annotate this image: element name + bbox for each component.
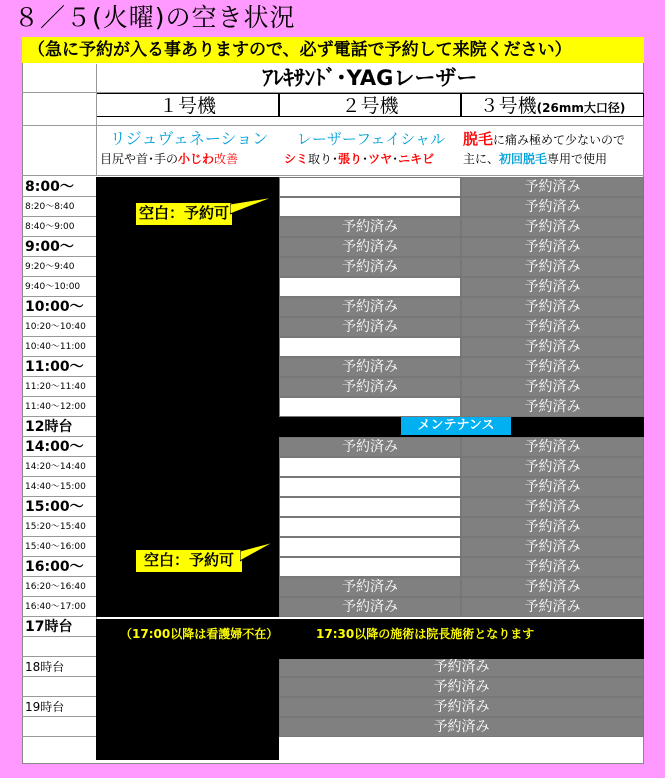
col3-slot: 予約済み (461, 357, 644, 377)
col3-slot: 予約済み (461, 597, 644, 617)
col3-slot: 予約済み (461, 377, 644, 397)
time-slot-label: 14:00～ (22, 437, 96, 457)
col2-slot (279, 177, 461, 197)
col3-desc1a: 脱毛 (463, 130, 494, 148)
time-slot-label: 15:40～16:00 (22, 537, 96, 557)
col2-slot (279, 397, 461, 417)
col3-slot: 予約済み (461, 577, 644, 597)
col3-slot: 予約済み (461, 517, 644, 537)
bubble-tail-2 (240, 541, 276, 563)
availability-bubble-1: 空白：予約可 (134, 201, 234, 227)
evening-col1-block (96, 659, 279, 760)
evening-slot: 予約済み (279, 697, 644, 717)
col2-slot: 予約済み (279, 217, 461, 237)
time-slot-label: 15:00～ (22, 497, 96, 517)
col3-slot: 予約済み (461, 257, 644, 277)
col2-desc2 (284, 150, 462, 168)
col3-desc2 (463, 150, 643, 168)
col3-desc1 (463, 130, 643, 149)
col2-slot: 予約済み (279, 377, 461, 397)
col3-desc2c: 専用で使用 (547, 152, 608, 166)
time-slot-label: 9:20～9:40 (22, 257, 96, 277)
time-slot-label: 11:00～ (22, 357, 96, 377)
time-slot-label: 16:20～16:40 (22, 577, 96, 597)
col3-slot: 予約済み (461, 477, 644, 497)
col2-desc2f: ･ (392, 152, 399, 166)
col2-slot: 予約済み (279, 577, 461, 597)
col2-slot (279, 497, 461, 517)
lunch-block (96, 417, 644, 437)
col2-slot: 予約済み (279, 597, 461, 617)
col3-slot: 予約済み (461, 197, 644, 217)
col2-slot (279, 457, 461, 477)
header-divider-3 (22, 175, 644, 176)
time-slot-label: 9:40～10:00 (22, 277, 96, 297)
note-director: 17:30以降の施術は院長施術となります (316, 627, 535, 641)
col2-desc2d: ･ (362, 152, 369, 166)
column-header-2: ２号機 (279, 93, 461, 117)
col3-slot: 予約済み (461, 537, 644, 557)
col3-slot: 予約済み (461, 277, 644, 297)
time-slot-label: 14:40～15:00 (22, 477, 96, 497)
col3-desc2a: 主に、 (463, 152, 500, 166)
col2-slot (279, 557, 461, 577)
header-divider (22, 92, 644, 93)
time-slot-label: 10:00～ (22, 297, 96, 317)
col3-slot: 予約済み (461, 457, 644, 477)
notice-banner: （急に予約が入る事ありますので、必ず電話で予約して来院ください） (22, 37, 644, 63)
col2-slot (279, 337, 461, 357)
evening-slot: 予約済み (279, 717, 644, 737)
col2-desc2g: ニキビ (398, 152, 435, 166)
time-slot-label: 8:40～9:00 (22, 217, 96, 237)
col2-slot (279, 517, 461, 537)
page-title: ８／５(火曜)の空き状況 (14, 3, 296, 32)
time-slot-label: 8:20～8:40 (22, 197, 96, 217)
col1-desc2a: 目尻や首･手の (100, 152, 179, 166)
time-slot-label (22, 677, 96, 697)
col2-slot: 予約済み (279, 237, 461, 257)
time-slot-label: 12時台 (22, 417, 96, 437)
column-header-3 (461, 93, 644, 117)
col3-slot: 予約済み (461, 557, 644, 577)
time-slot-label (22, 637, 96, 657)
time-slot-label: 10:20～10:40 (22, 317, 96, 337)
column-header-3-name: ３号機 (479, 95, 537, 117)
machine-title: ｱﾚｷｻﾝﾄﾞ･YAGレーザー (262, 66, 478, 90)
col3-desc1b: に痛み極めて少ないので (493, 133, 626, 147)
col2-desc2b: 取り･ (308, 152, 339, 166)
header-divider-2 (22, 125, 644, 126)
col2-slot (279, 197, 461, 217)
col2-slot: 予約済み (279, 357, 461, 377)
col3-slot: 予約済み (461, 217, 644, 237)
col2-desc2e: ツヤ (368, 152, 393, 166)
time-slot-label: 18時台 (22, 657, 96, 677)
evening-slot: 予約済み (279, 657, 644, 677)
col3-slot: 予約済み (461, 497, 644, 517)
col3-slot: 予約済み (461, 177, 644, 197)
col1-desc2c: 改善 (214, 152, 239, 166)
col2-slot: 予約済み (279, 437, 461, 457)
time-slot-label (22, 717, 96, 737)
col3-slot: 予約済み (461, 297, 644, 317)
time-slot-label: 11:20～11:40 (22, 377, 96, 397)
col2-slot (279, 537, 461, 557)
time-slot-label: 16:40～17:00 (22, 597, 96, 617)
bubble-tail-1 (230, 196, 276, 216)
time-slot-label: 11:40～12:00 (22, 397, 96, 417)
col2-desc2a: シミ (284, 152, 309, 166)
col2-slot: 予約済み (279, 317, 461, 337)
col3-slot: 予約済み (461, 337, 644, 357)
time-slot-label: 8:00～ (22, 177, 96, 197)
col2-desc1: レーザーフェイシャル (296, 130, 446, 148)
col2-slot (279, 477, 461, 497)
column-header-3-note: (26mm大口径) (536, 101, 626, 115)
column-header-1: １号機 (96, 93, 279, 117)
time-slot-label: 14:20～14:40 (22, 457, 96, 477)
time-slot-label: 9:00～ (22, 237, 96, 257)
col3-desc2b: 初回脱毛 (499, 152, 548, 166)
col1-desc2b: 小じわ (178, 152, 215, 166)
col2-desc2c: 張り (338, 152, 363, 166)
evening-slot: 予約済み (279, 677, 644, 697)
time-slot-label: 10:40～11:00 (22, 337, 96, 357)
col3-slot: 予約済み (461, 317, 644, 337)
col3-slot: 予約済み (461, 397, 644, 417)
availability-bubble-2: 空白：予約可 (134, 548, 244, 574)
header-vline (96, 64, 97, 176)
maintenance-badge: メンテナンス (401, 417, 511, 435)
col3-slot: 予約済み (461, 237, 644, 257)
note-nurse-absent: （17:00以降は看護婦不在） (120, 627, 279, 641)
col1-desc1: リジュヴェネーション (109, 129, 269, 148)
time-slot-label: 17時台 (22, 617, 96, 637)
time-slot-label: 19時台 (22, 697, 96, 717)
col2-slot (279, 277, 461, 297)
time-slot-label: 16:00～ (22, 557, 96, 577)
col2-slot: 予約済み (279, 257, 461, 277)
time-slot-label: 15:20～15:40 (22, 517, 96, 537)
col3-slot: 予約済み (461, 437, 644, 457)
col1-desc2 (100, 150, 278, 168)
col2-slot: 予約済み (279, 297, 461, 317)
